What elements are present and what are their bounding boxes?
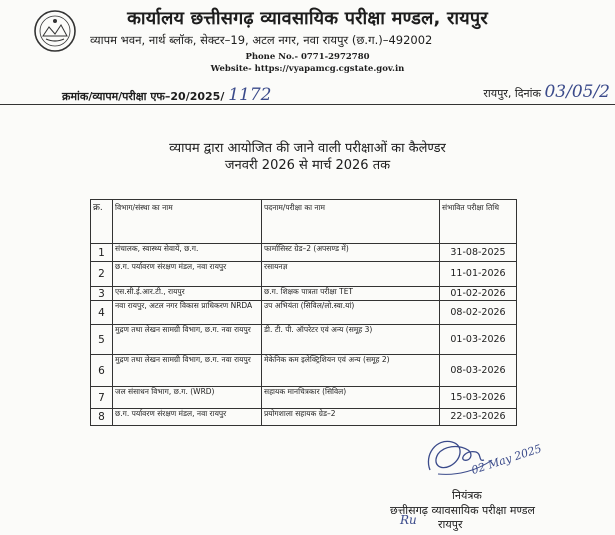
signoff-office: छत्तीसगढ़ व्यावसायिक परीक्षा मण्डल [390,504,536,517]
place-label: रायपुर, दिनांक [483,87,541,100]
office-address: व्यापम भवन, नार्थ ब्लॉक, सेक्टर–19, अटल नगर, नवा रायपुर (छ.ग.)–492002 [90,33,433,47]
row-sno: 1 [91,244,113,262]
row-department: मुद्रण तथा लेखन सामग्री विभाग, छ.ग. नवा रायपुर [113,325,262,355]
row-post: छ.ग. शिक्षक पात्रता परीक्षा TET [262,287,440,301]
table-row [91,409,517,426]
header-sno: क्र. [91,200,113,244]
table-row [91,325,517,355]
calendar-title: व्यापम द्वारा आयोजित की जाने वाली परीक्षाओं का कैलेण्डर [169,141,446,156]
row-department: नवा रायपुर, अटल नगर विकास प्राधिकरण NRDA [113,301,262,325]
row-date: 01-02-2026 [440,287,517,301]
row-post: फार्मासिस्ट ग्रेड–2 (अपसण्ड में) [262,244,440,262]
header-date: संभावित परीक्षा तिथि [440,200,517,244]
table-row [91,287,517,301]
header-post: पदनाम/परीक्षा का नाम [262,200,440,244]
row-sno: 2 [91,262,113,287]
exam-calendar-table [90,199,517,426]
reference-number [62,85,271,105]
table-row [91,355,517,387]
row-sno: 7 [91,387,113,409]
row-date: 31-08-2025 [440,244,517,262]
reference-prefix: क्रमांक/व्यापम/परीक्षा एफ–20/2025/ [62,90,225,103]
row-department: संचालक, स्वास्थ्य सेवायें, छ.ग. [113,244,262,262]
row-sno: 5 [91,325,113,355]
office-title: कार्यालय छत्तीसगढ़ व्यावसायिक परीक्षा मण्डल, रायपुर [127,8,488,29]
office-phone: Phone No.- 0771-2972780 [245,52,370,62]
row-department: छ.ग. पर्यावरण संरक्षण मंडल, नवा रायपुर [113,262,262,287]
designation: नियंत्रक [452,489,482,502]
row-post: उप अभियंता (सिविल/लो.स्वा.यां) [262,301,440,325]
place-date [483,82,610,102]
signoff-city: रायपुर [438,518,463,531]
header-divider [0,104,615,105]
row-post: प्रयोगशाला सहायक ग्रेड–2 [262,409,440,426]
handwritten-initial: Ru [400,513,417,527]
row-department: छ.ग. पर्यावरण संरक्षण मंडल, नवा रायपुर [113,409,262,426]
office-website: Website- https://vyapamcg.cgstate.gov.in [210,64,405,74]
row-date: 08-03-2026 [440,355,517,387]
calendar-subtitle: जनवरी 2026 से मार्च 2026 तक [224,158,391,173]
header-department: विभाग/संस्था का नाम [113,200,262,244]
row-date: 11-01-2026 [440,262,517,287]
handwritten-date: 03/05/2 [544,82,610,102]
row-post: मेकेनिक कम इलेक्ट्रिशियन एवं अन्य (समूह 2) [262,355,440,387]
row-sno: 3 [91,287,113,301]
row-post: डी. टी. पी. ऑपरेटर एवं अन्य (समूह 3) [262,325,440,355]
row-department: एस.सी.ई.आर.टी., रायपुर [113,287,262,301]
row-department: जल संसाधन विभाग, छ.ग. (WRD) [113,387,262,409]
table-row [91,387,517,409]
row-date: 08-02-2026 [440,301,517,325]
row-date: 15-03-2026 [440,387,517,409]
table-row [91,301,517,325]
signature-date: 02 May 2025 [469,442,544,477]
table-row [91,244,517,262]
row-sno: 6 [91,355,113,387]
row-post: सहायक मानचित्रकार (सिविल) [262,387,440,409]
row-sno: 4 [91,301,113,325]
row-sno: 8 [91,409,113,426]
table-header-row [91,200,517,244]
row-date: 22-03-2026 [440,409,517,426]
row-department: मुद्रण तथा लेखन सामग्री विभाग, छ.ग. नवा रायपुर [113,355,262,387]
table-row [91,262,517,287]
row-post: रसायनज्ञ [262,262,440,287]
row-date: 01-03-2026 [440,325,517,355]
reference-handwritten-number: 1172 [228,85,272,105]
